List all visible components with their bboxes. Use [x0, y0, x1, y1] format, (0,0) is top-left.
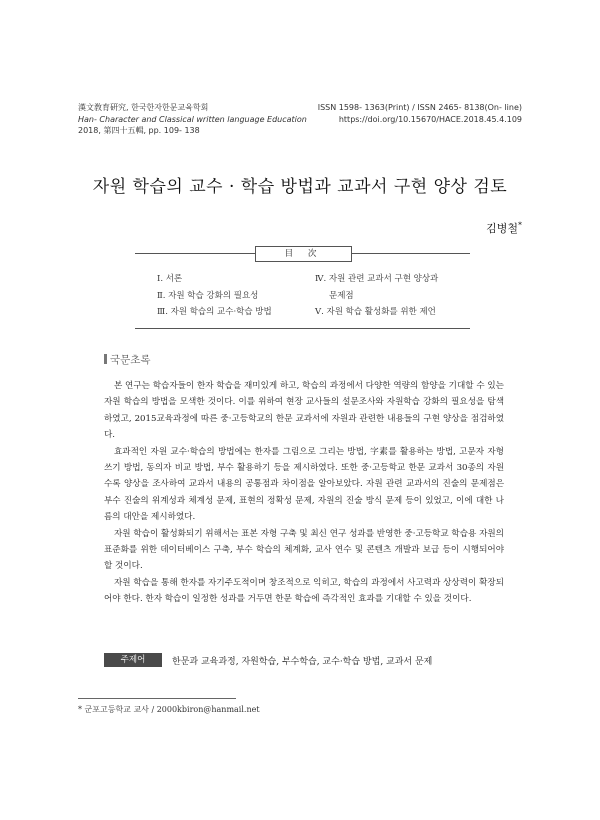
journal-issue: 2018, 第四十五輯, pp. 109- 138 [78, 126, 200, 135]
footnote-divider [78, 698, 236, 699]
heading-bar-icon [104, 354, 107, 364]
abstract-paragraph: 자원 학습이 활성화되기 위해서는 표본 자형 구축 및 최신 연구 성과를 반영한 중·고등학교 학습용 자원의 표준화를 위한 데이터베이스 구축, 부수 학습의 체계화, 교사 연수 및 콘텐츠 개발과 보급 등이 시행되어야 할 것이다. [104, 528, 504, 572]
toc-heading: 目 次 [255, 246, 352, 262]
toc-right-column [315, 271, 438, 321]
issn: ISSN 1598- 1363(Print) / ISSN 2465- 8138(On- line) [317, 103, 522, 112]
publication-ids [318, 102, 522, 125]
toc-item: Ⅴ. 자원 학습 활성화를 위한 제언 [315, 307, 436, 317]
journal-name-en: Han- Character and Classical written language Education [78, 114, 307, 124]
abstract-paragraph: 효과적인 자원 교수·학습의 방법에는 한자를 그림으로 그리는 방법, 字素를 활용하는 방법, 고문자 자형 쓰기 방법, 동의자 비교 방법, 부수 활용하기 등을 제시하였다. 또한 중·고등학교 한문 교과서 30종의 자원 수록 양상을 조사하여 교과서 내용의 공통점과 차이점을 알아보았다. 자원 관련 교과서의 진술의 문제점은 부수 진술의 위계성과 체계성 문제, 표현의 정확성 문제, 자원의 진술 방식 문제 등이 있었고, 이에 대한 나름의 대안을 제시하였다. [104, 446, 504, 523]
author [486, 220, 522, 236]
toc-item: Ⅱ. 자원 학습 강화의 필요성 [157, 290, 259, 301]
toc-item: Ⅳ. 자원 관련 교과서 구현 양상과 [315, 274, 439, 284]
author-footnote-mark: * [518, 220, 522, 230]
abstract-body [104, 378, 504, 608]
doi-link[interactable]: https://doi.org/10.15670/HACE.2018.45.4.109 [338, 114, 522, 124]
table-of-contents [135, 249, 470, 329]
abstract-paragraph: 본 연구는 학습자들이 한자 학습을 재미있게 하고, 학습의 과정에서 다양한 역량의 함양을 기대할 수 있는 자원 학습의 방법을 모색한 것이다. 이를 위하여 현장 교사들의 설문조사와 자원학습 강화의 필요성을 탐색하였고, 2015교육과정에 따른 중·고등학교의 한문 교과서에 자원과 관련한 내용들의 구현 양상을 점검하였다. [104, 381, 504, 441]
toc-item: Ⅰ. 서론 [157, 274, 183, 284]
toc-item: Ⅲ. 자원 학습의 교수·학습 방법 [157, 307, 272, 317]
abstract-paragraph: 자원 학습을 통해 한자를 자기주도적이며 창조적으로 익히고, 학습의 과정에서 사고력과 상상력이 확장되어야 한다. 한자 학습이 일정한 성과를 거두면 한문 학습에 즉각적인 효과를 기대할 수 있을 것이다. [104, 577, 504, 605]
keywords-row [104, 653, 524, 667]
keywords-text: 한문과 교육과정, 자원학습, 부수학습, 교수·학습 방법, 교과서 문제 [172, 656, 433, 667]
author-name: 김병철 [486, 222, 518, 235]
toc-item-continued: 문제점 [329, 290, 354, 301]
abstract-heading-text: 국문초록 [110, 354, 151, 366]
author-footnote: * 군포고등학교 교사 / 2000kbiron@hanmail.net [78, 705, 260, 714]
journal-name-kr: 漢文敎育硏究, 한국한자한문교육학회 [78, 103, 209, 112]
paper-title: 자원 학습의 교수 · 학습 방법과 교과서 구현 양상 검토 [92, 177, 508, 197]
journal-info [78, 102, 307, 137]
keywords-label: 주제어 [104, 653, 162, 667]
toc-left-column [157, 271, 272, 321]
abstract-heading [104, 352, 151, 367]
